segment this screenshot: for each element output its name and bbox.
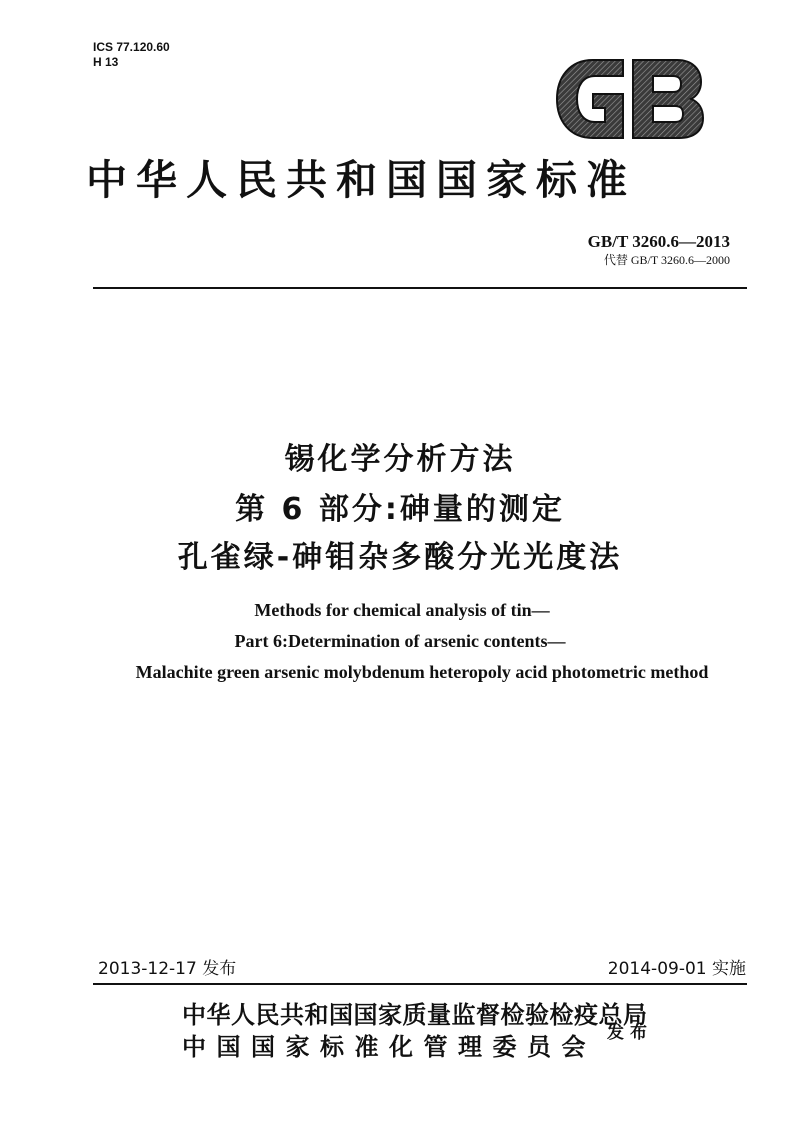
title-en-line-2: Part 6:Determination of arsenic contents— xyxy=(234,631,566,651)
title-cn-line-1: 锡化学分析方法 xyxy=(284,442,516,477)
national-standard-heading: 中华人民共和国国家标准 xyxy=(86,156,636,204)
footer-divider xyxy=(93,983,747,985)
ics-code: ICS 77.120.60 xyxy=(93,40,170,54)
standard-number: GB/T 3260.6—2013 xyxy=(587,232,730,251)
implementation-date: 2014-09-01 实施 xyxy=(607,959,746,979)
replaced-standard: 代替 GB/T 3260.6—2000 xyxy=(603,253,730,267)
header-divider xyxy=(93,287,747,289)
title-cn-line-2: 第 6 部分:砷量的测定 xyxy=(235,492,565,527)
issuer-sac: 中国国家标准化管理委员会 xyxy=(182,1033,596,1061)
gb-logo xyxy=(545,46,711,152)
title-en-line-3: Malachite green arsenic molybdenum heteropoly acid photometric method xyxy=(135,662,709,682)
issue-date: 2013-12-17 发布 xyxy=(98,959,237,979)
publish-label: 发布 xyxy=(607,1023,653,1043)
title-en-line-1: Methods for chemical analysis of tin— xyxy=(254,600,550,620)
title-cn-line-3: 孔雀绿-砷钼杂多酸分光光度法 xyxy=(177,540,623,575)
issuer-aqsiq: 中华人民共和国国家质量监督检验检疫总局 xyxy=(182,1001,648,1029)
ccs-code: H 13 xyxy=(93,55,119,69)
classification-codes xyxy=(93,40,170,70)
